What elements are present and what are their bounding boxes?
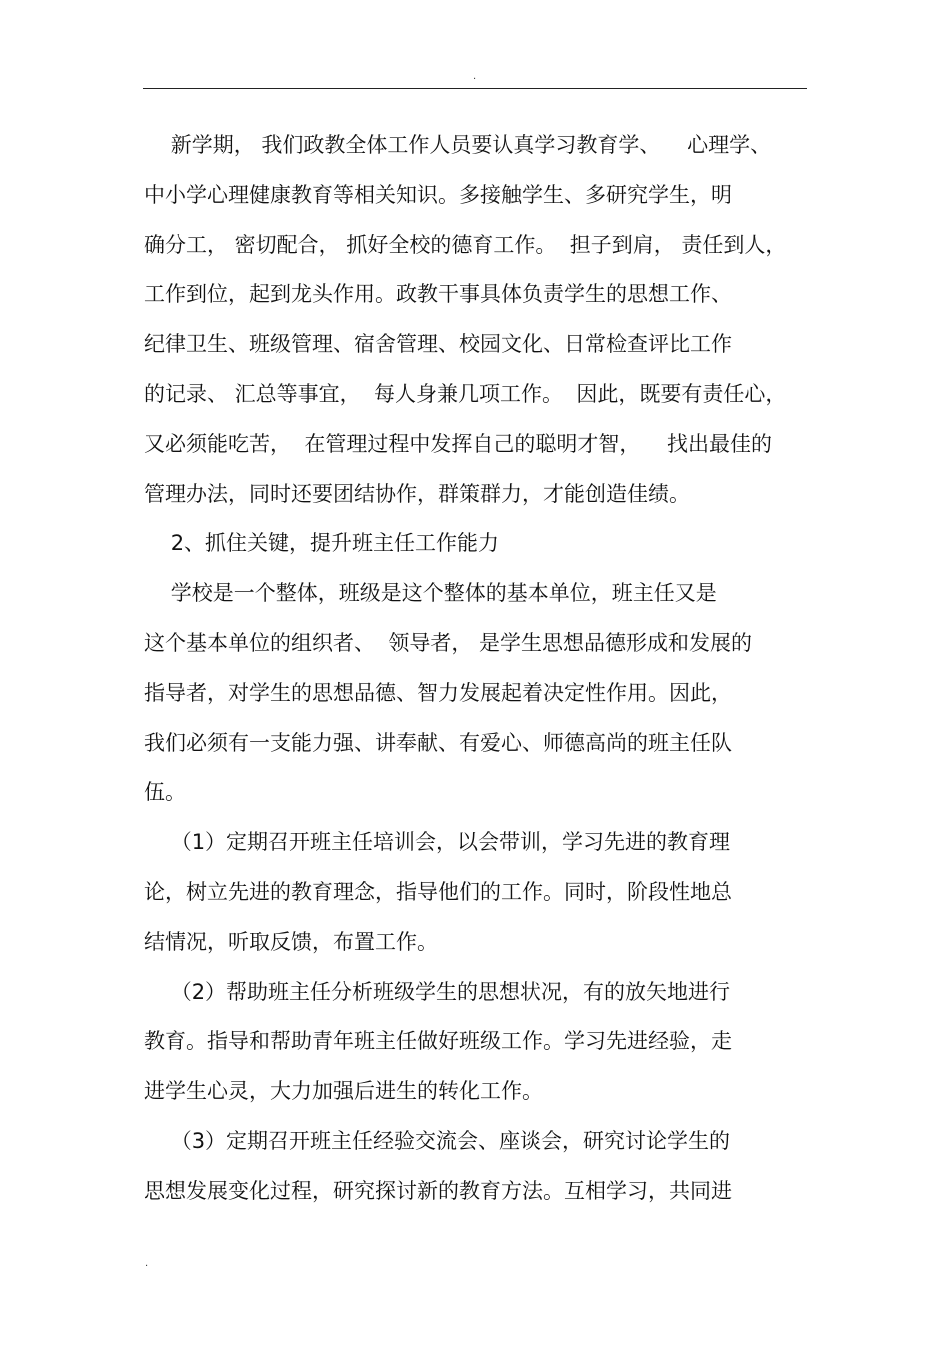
list-item: （1）定期召开班主任培训会，以会带训，学习先进的教育理 (144, 830, 731, 855)
header-dot: . (473, 71, 477, 82)
text-line: 进学生心灵，大力加强后进生的转化工作。 (144, 1079, 543, 1104)
section-heading: 2、抓住关键，提升班主任工作能力 (144, 531, 500, 556)
text-line: 纪律卫生、班级管理、宿舍管理、校园文化、日常检查评比工作 (144, 332, 732, 357)
text-line: 又必须能吃苦， 在管理过程中发挥自己的聪明才智， 找出最佳的 (144, 431, 773, 456)
text-line: 工作到位，起到龙头作用。政教干事具体负责学生的思想工作、 (144, 282, 732, 307)
text-line: 中小学心理健康教育等相关知识。多接触学生、多研究学生，明 (144, 182, 732, 207)
text-line: 新学期， 我们政教全体工作人员要认真学习教育学、 心理学、 (144, 133, 772, 157)
text-line: 管理办法，同时还要团结协作，群策群力，才能创造佳绩。 (144, 481, 690, 506)
list-item: （3）定期召开班主任经验交流会、座谈会，研究讨论学生的 (144, 1128, 731, 1153)
text-line: 伍。 (144, 780, 186, 805)
text-line: 论，树立先进的教育理念，指导他们的工作。同时，阶段性地总 (144, 879, 732, 904)
header-rule (143, 88, 807, 89)
text-line: 教育。指导和帮助青年班主任做好班级工作。学习先进经验，走 (144, 1029, 732, 1054)
list-item: （2）帮助班主任分析班级学生的思想状况，有的放矢地进行 (144, 979, 731, 1004)
text-line: 我们必须有一支能力强、讲奉献、有爱心、师德高尚的班主任队 (144, 730, 732, 755)
text-line: 学校是一个整体，班级是这个整体的基本单位，班主任又是 (144, 581, 717, 606)
text-line: 结情况，听取反馈，布置工作。 (144, 929, 438, 954)
text-line: 思想发展变化过程，研究探讨新的教育方法。互相学习，共同进 (144, 1178, 732, 1203)
text-line: 的记录、 汇总等事宜， 每人身兼几项工作。 因此，既要有责任心， (144, 381, 787, 406)
text-line: 这个基本单位的组织者、 领导者， 是学生思想品德形成和发展的 (144, 630, 753, 655)
text-line: 确分工， 密切配合， 抓好全校的德育工作。 担子到肩， 责任到人， (144, 232, 787, 257)
text-line: 指导者，对学生的思想品德、智力发展起着决定性作用。因此， (144, 680, 732, 705)
body-text (144, 121, 804, 1217)
footer-dot: . (145, 1258, 149, 1269)
